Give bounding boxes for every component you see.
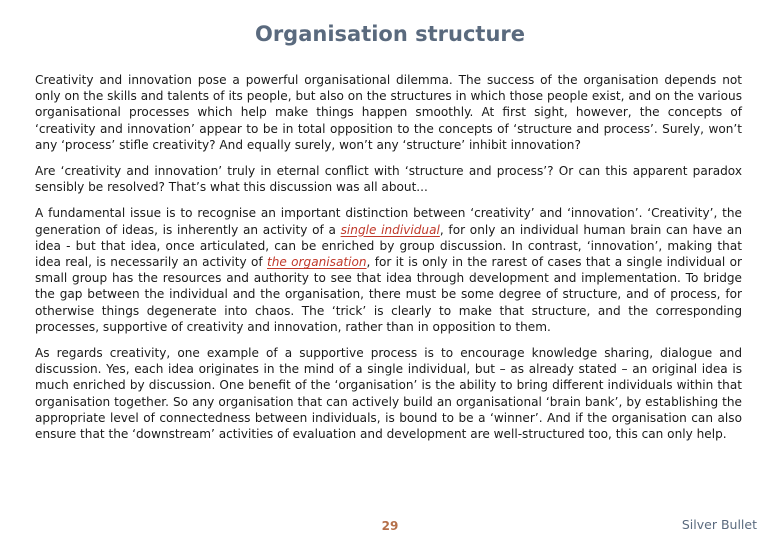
brand-label: Silver Bullet — [681, 517, 757, 532]
paragraph-3 — [35, 205, 742, 335]
page-title: Organisation structure — [254, 22, 526, 46]
paragraph-2: Are ‘creativity and innovation’ truly in eternal conflict with ‘structure and process’? Or can this apparent paradox sensibly be resolved? That’s what this discussion was all about... — [35, 164, 742, 195]
paragraph-3-part-b: , for only an individual human brain can have an idea - but that idea, once articulated, can be enriched by group discussion. In contrast, ‘innovation’, making that idea real, is necessarily an activity of — [35, 222, 742, 270]
paragraph-3-part-c: , for it is only in the rarest of cases that a single individual or small group has the resources and authority to see that idea through development and implementation. To bridge the gap between the individual and the organisation, there must be some degree of structure, and of process, for otherwise things degenerate into chaos. The ‘trick’ is clearly to make that structure, and the corresponding processes, supportive of creativity and innovation, rather than in opposition to them. — [35, 255, 742, 334]
paragraph-3-part-a: A fundamental issue is to recognise an important distinction between ‘creativity’ and ‘innovation’. ‘Creativity’, the generation of ideas, is inherently an activity of a — [35, 206, 742, 237]
paragraph-1: Creativity and innovation pose a powerful organisational dilemma. The success of the organisation depends not only on the skills and talents of its people, but also on the structures in which those people exist, and on the various organisational processes which help make things happen smoothly. At first sight, however, the concepts of ‘creativity and innovation’ appear to be in total opposition to the concepts of ‘structure and process’. Surely, won’t any ‘process’ stifle creativity? And equally surely, won’t any ‘structure’ inhibit innovation? — [35, 73, 742, 152]
document-body — [35, 72, 742, 452]
highlight-the-organisation: the organisation — [266, 255, 367, 270]
paragraph-4: As regards creativity, one example of a supportive process is to encourage knowledge sharing, dialogue and discussion. Yes, each idea originates in the mind of a single individual, but – as already stated – an original idea is much enriched by discussion. One benefit of the ‘organisation’ is the ability to bring different individuals within that organisation together. So any organisation that can actively build an organisational ‘brain bank’, by establishing the appropriate level of connectedness between individuals, is bound to be a ‘winner’. And if the organisation can also ensure that the ‘downstream’ activities of evaluation and development are well-structured too, this can only help. — [35, 346, 742, 442]
page-number: 29 — [381, 519, 399, 533]
highlight-single-individual: single individual — [340, 222, 440, 237]
